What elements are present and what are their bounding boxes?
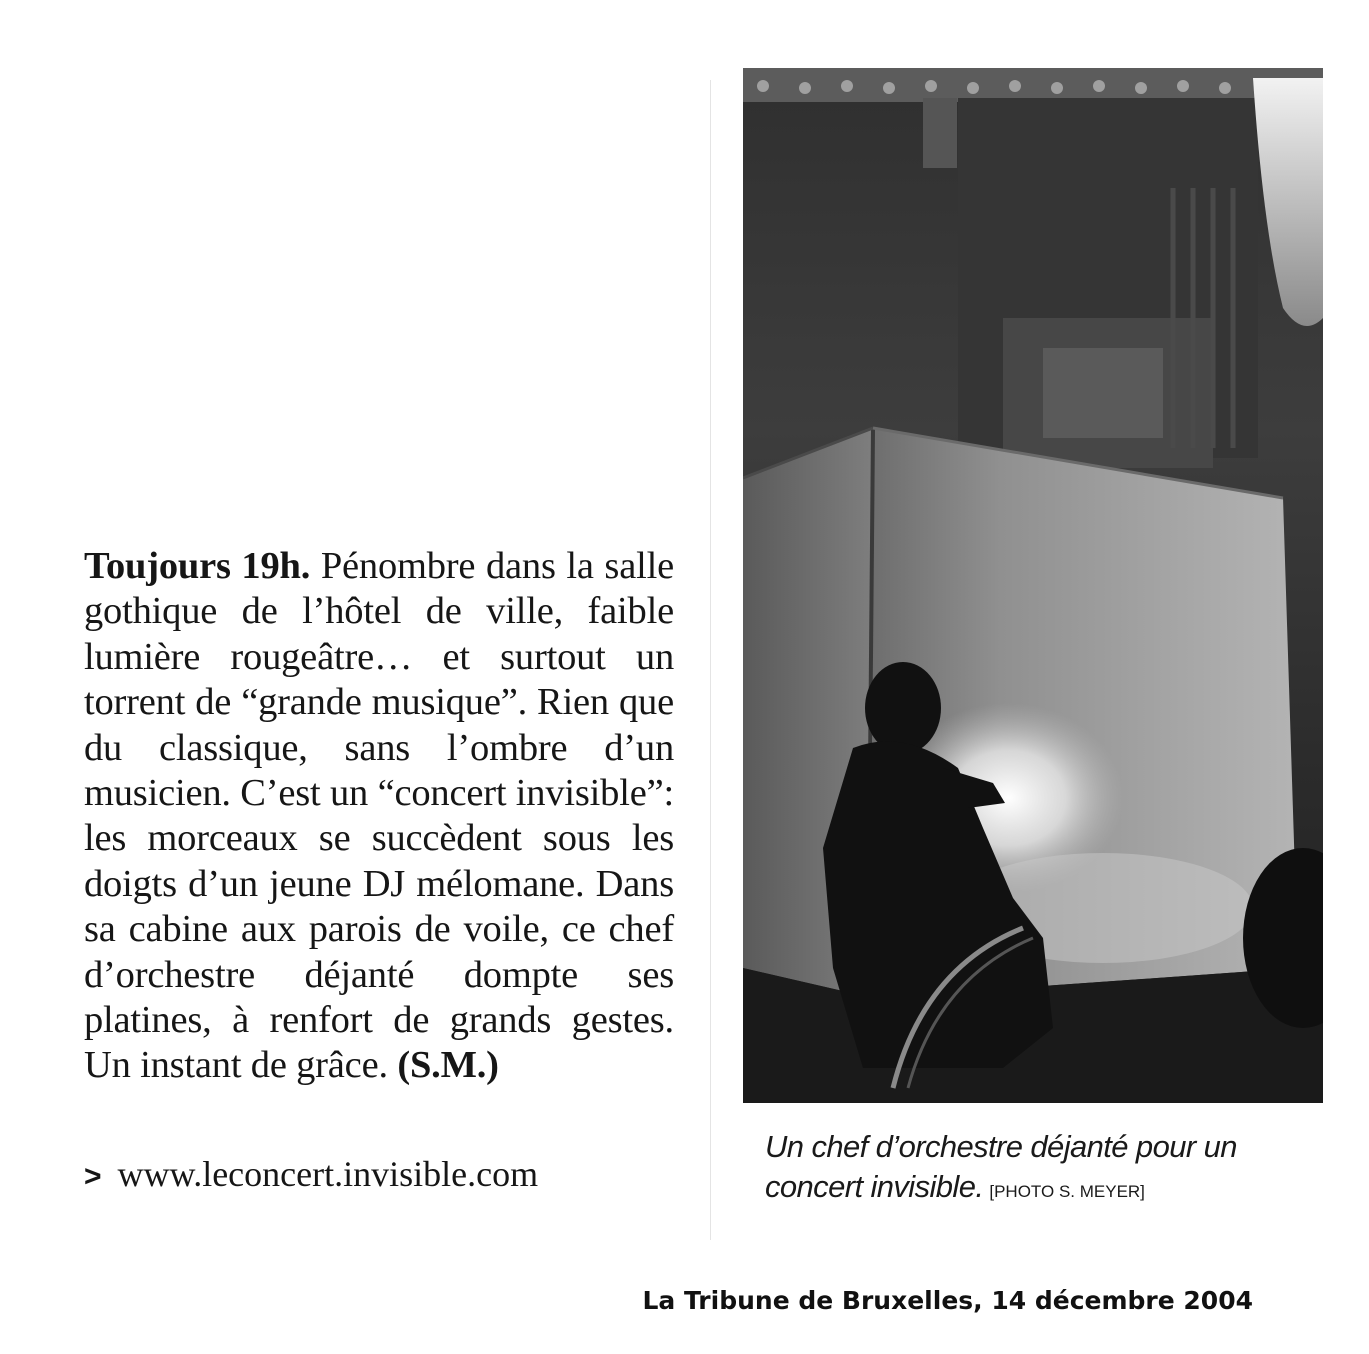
article-body [84,544,674,1089]
column-divider [710,80,711,1240]
article-text: Pénombre dans la salle gothique de l’hôtel de ville, faible lumière rougeâtre… et surtout un torrent de “grande musique”. Rien que du classique, sans l’ombre d’un musicien. C’est un “concert invisible”: les morceaux se succèdent sous les doigts d’un jeune DJ mélomane. Dans sa cabine aux parois de voile, ce chef d’orchestre déjanté dompte ses platines, à renfort de grands gestes. Un instant de grâce. [84,545,674,1087]
caption-text: Un chef d’orchestre déjanté pour un concert invisible. [765,1129,1237,1204]
photo-credit: [PHOTO S. MEYER] [989,1182,1145,1201]
arrow-icon: > [84,1160,102,1193]
article-signature: (S.M.) [397,1044,499,1087]
photo-caption [765,1127,1305,1212]
concert-photo [743,68,1323,1103]
article-lead: Toujours 19h. [84,545,311,587]
website-link-line [84,1152,538,1199]
website-link[interactable]: www.leconcert.invisible.com [117,1154,539,1194]
publication-source: La Tribune de Bruxelles, 14 décembre 2004 [642,1286,1253,1315]
